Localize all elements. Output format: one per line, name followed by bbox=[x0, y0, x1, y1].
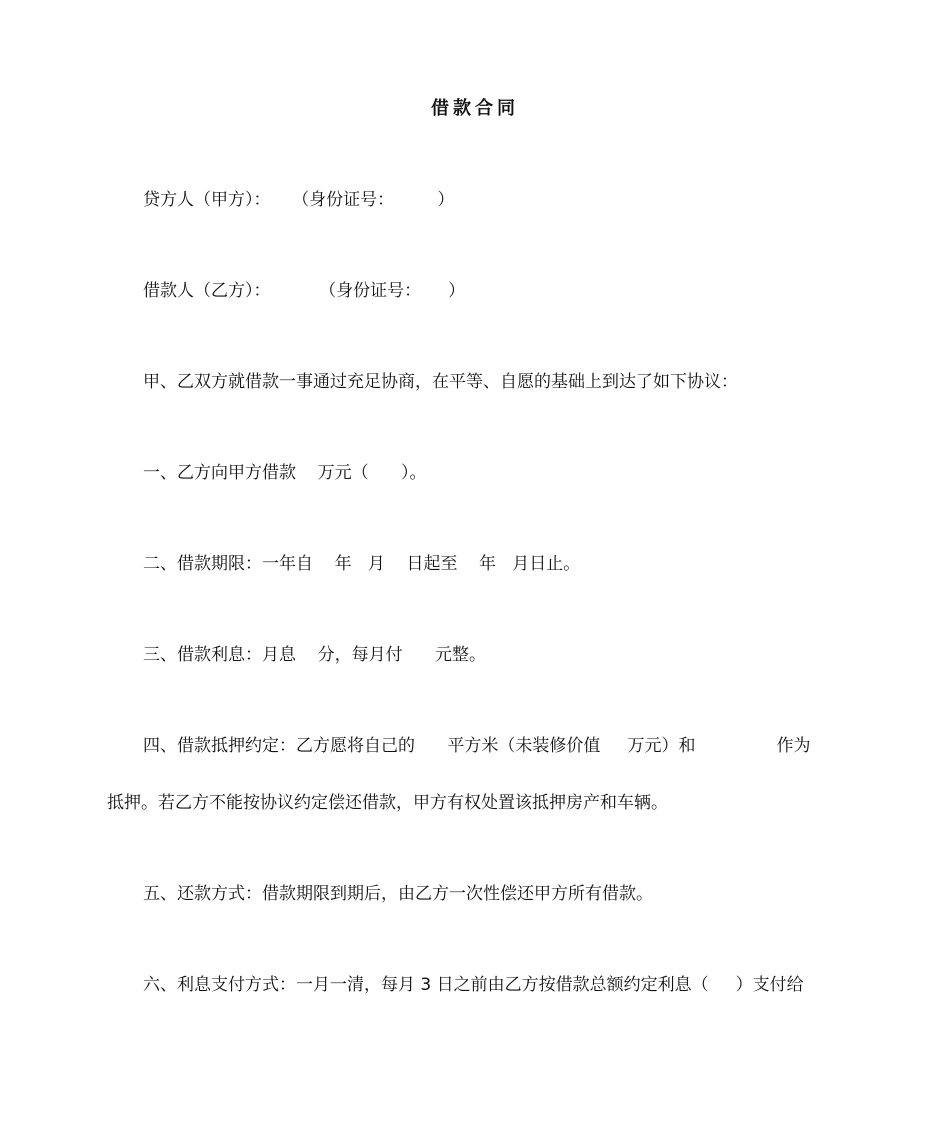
preamble-paragraph: 甲、乙双方就借款一事通过充足协商，在平等、自愿的基础上到达了如下协议： bbox=[143, 372, 738, 392]
clause-4-line-2: 抵押。若乙方不能按协议约定偿还借款，甲方有权处置该抵押房产和车辆。 bbox=[107, 793, 668, 813]
clause-2: 二、借款期限：一年自 年 月 日起至 年 月日止。 bbox=[143, 554, 581, 574]
document-title: 借款合同 bbox=[431, 98, 519, 119]
clause-1: 一、乙方向甲方借款 万元（ ）。 bbox=[143, 463, 427, 483]
clause-4-line-1: 四、借款抵押约定：乙方愿将自己的 平方米（未装修价值 万元）和 作为 bbox=[143, 736, 811, 756]
borrower-line: 借款人（乙方）： （身份证号： ） bbox=[143, 281, 466, 301]
clause-6: 六、利息支付方式：一月一清，每月 3 日之前由乙方按借款总额约定利息（ ）支付给 bbox=[143, 975, 804, 995]
clause-3: 三、借款利息：月息 分，每月付 元整。 bbox=[143, 645, 487, 665]
lender-line: 贷方人（甲方）： （身份证号： ） bbox=[143, 190, 455, 210]
clause-5: 五、还款方式：借款期限到期后，由乙方一次性偿还甲方所有借款。 bbox=[143, 884, 653, 904]
